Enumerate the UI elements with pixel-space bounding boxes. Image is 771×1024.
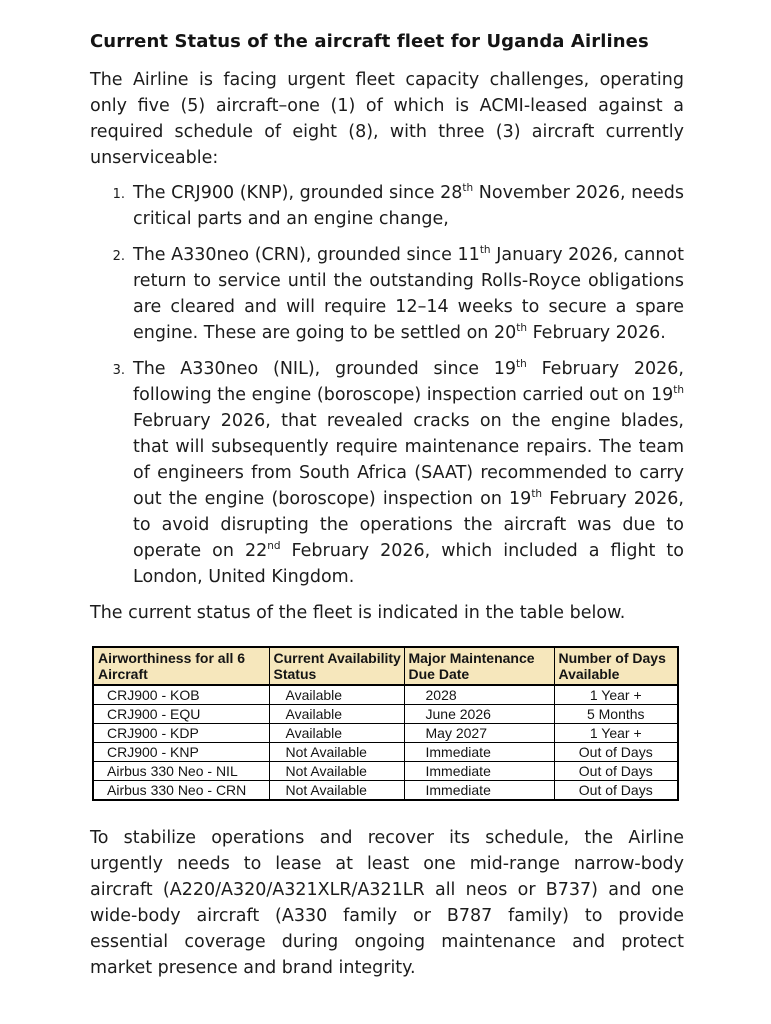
header-airworthiness: Airworthiness for all 6 Aircraft <box>93 647 269 685</box>
cell-availability: Available <box>269 724 404 743</box>
cell-maintenance-due: Immediate <box>404 781 554 801</box>
cell-maintenance-due: Immediate <box>404 743 554 762</box>
fleet-status-table <box>92 646 679 801</box>
table-row-crj900-equ <box>93 705 678 724</box>
cell-days-available: Out of Days <box>554 781 678 801</box>
cell-maintenance-due: Immediate <box>404 762 554 781</box>
cell-days-available: Out of Days <box>554 743 678 762</box>
fleet-table-body <box>93 685 678 800</box>
cell-aircraft: Airbus 330 Neo - CRN <box>93 781 269 801</box>
list-item-2-text: The A330neo (CRN), grounded since 11th January 2026, cannot return to service until the outstanding Rolls-Royce obligations are cleared and will require 12–14 weeks to secure a spare engine. These are going to be settled on 20th February 2026. <box>133 244 684 343</box>
cell-aircraft: CRJ900 - EQU <box>93 705 269 724</box>
cell-availability: Not Available <box>269 743 404 762</box>
cell-maintenance-due: June 2026 <box>404 705 554 724</box>
cell-maintenance-due: 2028 <box>404 685 554 705</box>
table-row-crj900-kob <box>93 685 678 705</box>
list-item-2-number: 2. <box>112 249 125 264</box>
cell-availability: Available <box>269 705 404 724</box>
intro-paragraph: The Airline is facing urgent fleet capacity challenges, operating only five (5) aircraft–one (1) of which is ACMI-leased against a required schedule of eight (8), with three (3) aircraft currently unserviceable: <box>90 70 684 168</box>
list-item-1-text: The CRJ900 (KNP), grounded since 28th November 2026, needs critical parts and an engine change, <box>133 182 684 229</box>
list-item-a330neo-nil <box>90 356 684 590</box>
header-maintenance-due-date: Major Maintenance Due Date <box>404 647 554 685</box>
table-row-airbus330-crn <box>93 781 678 801</box>
page-title: Current Status of the aircraft fleet for Uganda Airlines <box>90 31 649 52</box>
cell-maintenance-due: May 2027 <box>404 724 554 743</box>
cell-aircraft: CRJ900 - KOB <box>93 685 269 705</box>
cell-aircraft: CRJ900 - KDP <box>93 724 269 743</box>
fleet-issues-list <box>90 180 684 590</box>
cell-days-available: 1 Year + <box>554 724 678 743</box>
header-row <box>93 647 678 685</box>
cell-aircraft: CRJ900 - KNP <box>93 743 269 762</box>
list-item-crj900-knp <box>90 180 684 232</box>
list-item-3-text: The A330neo (NIL), grounded since 19th February 2026, following the engine (boroscope) inspection carried out on 19th February 2026, that revealed cracks on the engine blades, that will subsequently require maintenance repairs. The team of engineers from South Africa (SAAT) recommended to carry out the engine (boroscope) inspection on 19th February 2026, to avoid disrupting the operations the aircraft was due to operate on 22nd February 2026, which included a flight to London, United Kingdom. <box>133 358 684 587</box>
cell-aircraft: Airbus 330 Neo - NIL <box>93 762 269 781</box>
table-row-crj900-knp <box>93 743 678 762</box>
cell-days-available: 1 Year + <box>554 685 678 705</box>
list-item-1-number: 1. <box>112 187 125 202</box>
header-availability-status: Current Availability Status <box>269 647 404 685</box>
closing-paragraph: To stabilize operations and recover its schedule, the Airline urgently needs to lease at least one mid-range narrow-body aircraft (A220/A320/A321XLR/A321LR all neos or B737) and one wide-body aircraft (A330 family or B787 family) to provide essential coverage during ongoing maintenance and protect market presence and brand integrity. <box>90 828 684 978</box>
cell-days-available: 5 Months <box>554 705 678 724</box>
cell-availability: Not Available <box>269 781 404 801</box>
list-item-3-number: 3. <box>112 363 125 378</box>
cell-availability: Available <box>269 685 404 705</box>
cell-days-available: Out of Days <box>554 762 678 781</box>
table-lead-paragraph: The current status of the fleet is indicated in the table below. <box>90 603 626 623</box>
list-item-a330neo-crn <box>90 242 684 346</box>
header-days-available: Number of Days Available <box>554 647 678 685</box>
cell-availability: Not Available <box>269 762 404 781</box>
fleet-table-header <box>93 647 678 685</box>
table-row-airbus330-nil <box>93 762 678 781</box>
table-row-crj900-kdp <box>93 724 678 743</box>
